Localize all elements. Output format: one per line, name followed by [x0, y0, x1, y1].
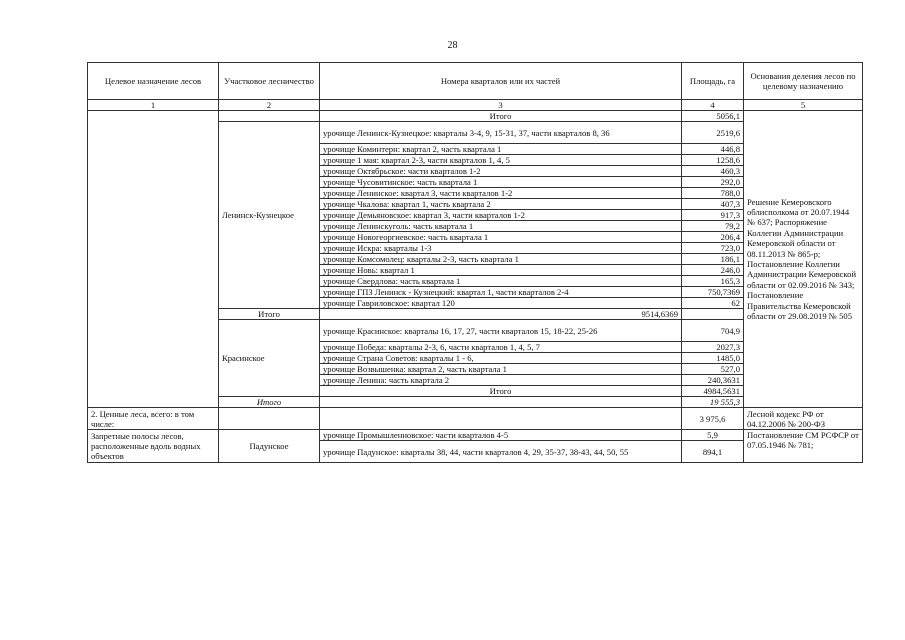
area-cell: 5056,1: [682, 111, 744, 122]
quarter-cell: урочище Октябрьское: части кварталов 1-2: [320, 166, 682, 177]
valuable-forests-area: 3 975,6: [682, 408, 744, 430]
total-label: Итого: [219, 309, 320, 320]
area-cell: 894,1: [682, 441, 744, 463]
area-cell: 460,3: [682, 166, 744, 177]
quarter-cell: урочище Ленина: часть квартала 2: [320, 375, 682, 386]
header-forestry: Участковое лесничество: [219, 63, 320, 100]
grand-total-label: Итого: [219, 397, 320, 408]
quarter-cell: урочище Страна Советов: кварталы 1 - 6,: [320, 353, 682, 364]
area-cell: 2519,6: [682, 122, 744, 144]
area-cell: 62: [682, 298, 744, 309]
quarter-cell: урочище Демьяновское: квартал 3, части кварталов 1-2: [320, 210, 682, 221]
forestry-leninsk: Ленинск-Кузнецкое: [219, 122, 320, 309]
basis-cell: Постановление СМ РСФСР от 07.05.1946 № 781;: [744, 430, 863, 463]
area-cell: 446,8: [682, 144, 744, 155]
area-cell: 1485,0: [682, 353, 744, 364]
quarter-cell: урочище Чусовитинское: часть квартала 1: [320, 177, 682, 188]
purpose-cell: [88, 111, 219, 408]
header-row: [88, 63, 863, 100]
quarter-cell: урочище Победа: кварталы 2-3, 6, части кварталов 1, 4, 5, 7: [320, 342, 682, 353]
quarter-cell: урочище Ленинское: квартал 3, части кварталов 1-2: [320, 188, 682, 199]
basis-cell: Лесной кодекс РФ от 04.12.2006 № 200-ФЗ: [744, 408, 863, 430]
area-cell: 2027,3: [682, 342, 744, 353]
area-cell: 788,0: [682, 188, 744, 199]
header-purpose: Целевое назначение лесов: [88, 63, 219, 100]
quarter-cell: урочище Чкалова: квартал 1, часть квартала 2: [320, 199, 682, 210]
area-cell: 246,0: [682, 265, 744, 276]
forestry-cell: [219, 408, 320, 430]
area-cell: 527,0: [682, 364, 744, 375]
header-basis: Основания деления лесов по целевому назначению: [744, 63, 863, 100]
quarter-cell: урочище Гавриловское: квартал 120: [320, 298, 682, 309]
area-cell: 1258,6: [682, 155, 744, 166]
quarter-cell: урочище ГПЗ Ленинск - Кузнецкий: квартал 1, части кварталов 2-4: [320, 287, 682, 298]
quarter-cell: урочище Промышленновское: части кварталов 4-5: [320, 430, 682, 441]
basis-cell: Решение Кемеровского облисполкома от 20.07.1944 № 637; Распоряжение Коллегии Администрации Кемеровской области от 08.11.2013 № 865-р; Постановление Коллегии Администрации Кемеровской области от 02.09.2016 № 343; Постановление Правительства Кемеровской области от 29.08.2019 № 505: [744, 111, 863, 408]
table-row: [88, 111, 863, 122]
area-cell: 5,9: [682, 430, 744, 441]
area-cell: 750,7369: [682, 287, 744, 298]
quarter-cell: урочище Новь: квартал 1: [320, 265, 682, 276]
water-strips-label: Запретные полосы лесов, расположенные вдоль водных объектов: [88, 430, 219, 463]
total-label: Итого: [320, 386, 682, 397]
header-area: Площадь, га: [682, 63, 744, 100]
table-row: [88, 408, 863, 430]
forest-table: [87, 62, 863, 463]
quarter-cell: урочище Свердлова: часть квартала 1: [320, 276, 682, 287]
area-cell: 407,3: [682, 199, 744, 210]
column-numbers-row: [88, 100, 863, 111]
quarter-cell: урочище 1 мая: квартал 2-3, части кварталов 1, 4, 5: [320, 155, 682, 166]
page-number: 28: [447, 40, 458, 51]
quarter-cell: урочище Новогеоргиевское: часть квартала 1: [320, 232, 682, 243]
table-row: [88, 430, 863, 441]
area-cell: 4984,5631: [682, 386, 744, 397]
forestry-cell: [219, 111, 320, 122]
quarter-cell: урочище Коминтерн: квартал 2, часть квартала 1: [320, 144, 682, 155]
valuable-forests-label: 2. Ценные леса, всего: в том числе:: [88, 408, 219, 430]
column-number: 1: [88, 100, 219, 111]
area-cell: 240,3631: [682, 375, 744, 386]
area-cell: 165,3: [682, 276, 744, 287]
quarter-cell: [320, 408, 682, 430]
quarter-cell: урочище Ленинскуголь: часть квартала 1: [320, 221, 682, 232]
quarter-cell: урочище Ленинск-Кузнецкое: кварталы 3-4, 9, 15-31, 37, части кварталов 8, 36: [320, 122, 682, 144]
header-quarters: Номера кварталов или их частей: [320, 63, 682, 100]
grand-total-area: 19 555,3: [682, 397, 744, 408]
quarter-cell: [320, 397, 682, 408]
area-cell: 723,0: [682, 243, 744, 254]
quarter-cell: урочище Возвышенка: квартал 2, часть квартала 1: [320, 364, 682, 375]
quarter-cell: урочище Искра: кварталы 1-3: [320, 243, 682, 254]
area-cell: 292,0: [682, 177, 744, 188]
column-number: 3: [320, 100, 682, 111]
total-label: Итого: [320, 111, 682, 122]
area-cell: 9514,6369: [320, 309, 682, 320]
column-number: 2: [219, 100, 320, 111]
area-cell: 704,9: [682, 320, 744, 342]
area-cell: 186,1: [682, 254, 744, 265]
area-cell: 79,2: [682, 221, 744, 232]
quarter-cell: урочище Падунское: кварталы 38, 44, части кварталов 4, 29, 35-37, 38-43, 44, 50, 55: [320, 441, 682, 463]
column-number: 5: [744, 100, 863, 111]
column-number: 4: [682, 100, 744, 111]
forestry-krasnoe: Красинское: [219, 320, 320, 397]
forestry-padunskoe: Падунское: [219, 430, 320, 463]
quarter-cell: урочище Красинское: кварталы 16, 17, 27, части кварталов 15, 18-22, 25-26: [320, 320, 682, 342]
area-cell: 917,3: [682, 210, 744, 221]
quarter-cell: урочище Комсомолец: кварталы 2-3, часть квартала 1: [320, 254, 682, 265]
area-cell: 206,4: [682, 232, 744, 243]
